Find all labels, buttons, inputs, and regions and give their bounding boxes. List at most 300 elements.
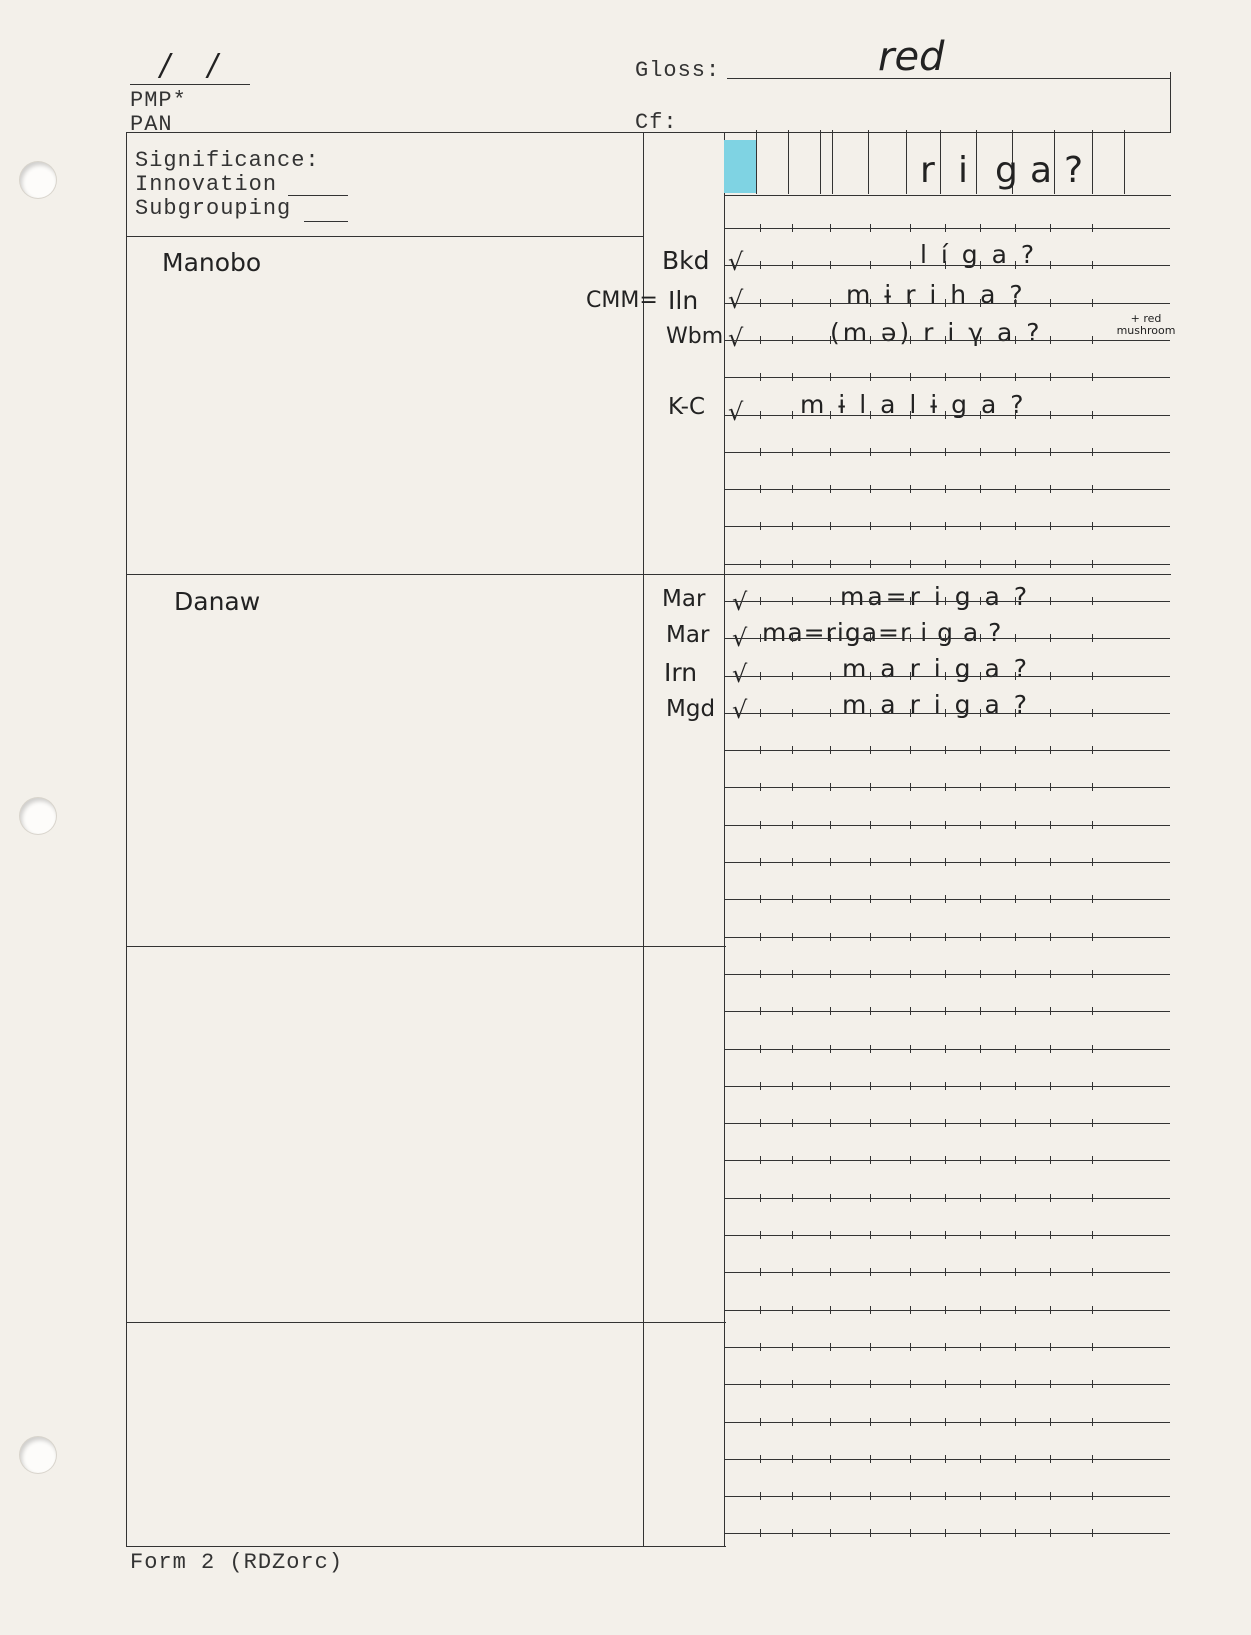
pmp-label: PMP* (130, 88, 187, 113)
ruled-tick (1092, 821, 1093, 829)
ruled-tick (1092, 1156, 1093, 1164)
ruled-tick (792, 1119, 793, 1127)
cognate-form: ma=riga=r i g a ? (762, 618, 1003, 647)
ruled-tick (1050, 1194, 1051, 1202)
ruled-tick (910, 746, 911, 754)
ruled-tick (910, 522, 911, 530)
ruled-line (724, 937, 1170, 938)
innovation-label: Innovation (135, 172, 278, 197)
form-label: Form 2 (RDZorc) (130, 1550, 344, 1575)
ruled-tick (1015, 485, 1016, 493)
ruled-tick (910, 261, 911, 269)
ruled-tick (1050, 411, 1051, 419)
ruled-tick (830, 634, 831, 642)
reconstruction-letter: a (1030, 150, 1053, 191)
ruled-tick (792, 560, 793, 568)
ruled-tick (910, 1007, 911, 1015)
ruled-tick (760, 1418, 761, 1426)
ruled-tick (760, 970, 761, 978)
binder-hole-bottom (20, 1437, 56, 1473)
binder-hole-top (20, 162, 56, 198)
lang-abbrev: Mar (662, 586, 706, 612)
ruled-tick (760, 485, 761, 493)
ruled-tick (830, 1045, 831, 1053)
ruled-tick (1015, 597, 1016, 605)
ruled-tick (945, 224, 946, 232)
ruled-tick (1092, 261, 1093, 269)
ruled-tick (1015, 634, 1016, 642)
ruled-tick (1050, 1268, 1051, 1276)
ruled-tick (910, 1268, 911, 1276)
cognate-form: m ɨ l a l ɨ g a ? (800, 390, 1027, 419)
ruled-tick (760, 1082, 761, 1090)
ruled-tick (1015, 299, 1016, 307)
ruled-tick (945, 1418, 946, 1426)
ruled-tick (760, 821, 761, 829)
ruled-tick (945, 709, 946, 717)
ruled-tick (792, 1418, 793, 1426)
ruled-tick (830, 1231, 831, 1239)
ruled-tick (910, 597, 911, 605)
ruled-tick (760, 1492, 761, 1500)
lang-abbrev: K-C (668, 394, 706, 420)
ruled-tick (945, 933, 946, 941)
ruled-tick (910, 1082, 911, 1090)
ruled-tick (945, 336, 946, 344)
ruled-tick (1092, 970, 1093, 978)
ruled-line (724, 787, 1170, 788)
ruled-tick (792, 597, 793, 605)
ruled-tick (910, 1418, 911, 1426)
ruled-tick (760, 895, 761, 903)
ruled-tick (1015, 1306, 1016, 1314)
ruled-tick (1092, 672, 1093, 680)
ruled-tick (870, 1455, 871, 1463)
ruled-tick (870, 522, 871, 530)
ruled-tick (980, 933, 981, 941)
ruled-tick (1050, 299, 1051, 307)
ruled-tick (760, 522, 761, 530)
ruled-tick (870, 709, 871, 717)
ruled-tick (760, 783, 761, 791)
ruled-tick (1092, 373, 1093, 381)
ruled-tick (830, 858, 831, 866)
ruled-tick (945, 970, 946, 978)
ruled-tick (870, 336, 871, 344)
ruled-tick (910, 485, 911, 493)
ruled-tick (760, 224, 761, 232)
ruled-tick (910, 1455, 911, 1463)
ruled-line (724, 1384, 1170, 1385)
ruled-tick (830, 485, 831, 493)
ruled-tick (1092, 485, 1093, 493)
reconstruction-letter: ? (1064, 150, 1084, 191)
ruled-tick (945, 1306, 946, 1314)
ruled-tick (980, 1418, 981, 1426)
accent-cell (724, 140, 756, 193)
ruled-tick (1015, 933, 1016, 941)
ruled-tick (870, 634, 871, 642)
ruled-tick (1050, 746, 1051, 754)
ruled-tick (980, 858, 981, 866)
ruled-tick (1015, 1231, 1016, 1239)
cmm-note: CMM= (586, 288, 658, 313)
lang-abbrev: Mar (666, 622, 710, 648)
ruled-tick (1015, 1455, 1016, 1463)
ruled-tick (1092, 634, 1093, 642)
cognate-form: ma=r i g a ? (840, 582, 1031, 611)
ruled-tick (1050, 261, 1051, 269)
ruled-tick (1050, 224, 1051, 232)
ruled-tick (910, 1529, 911, 1537)
ruled-tick (980, 1156, 981, 1164)
ruled-tick (910, 672, 911, 680)
ruled-tick (1092, 1119, 1093, 1127)
ruled-tick (980, 821, 981, 829)
ruled-tick (830, 560, 831, 568)
ruled-tick (945, 1156, 946, 1164)
ruled-tick (1092, 560, 1093, 568)
gloss-value: red (878, 34, 945, 80)
ruled-tick (1015, 1343, 1016, 1351)
ruled-tick (1015, 336, 1016, 344)
ruled-tick (1015, 522, 1016, 530)
ruled-tick (945, 858, 946, 866)
ruled-tick (1015, 1156, 1016, 1164)
ruled-tick (760, 1194, 761, 1202)
ruled-tick (1092, 895, 1093, 903)
ruled-tick (1015, 1045, 1016, 1053)
ruled-tick (760, 261, 761, 269)
ruled-tick (980, 336, 981, 344)
ruled-tick (945, 411, 946, 419)
cognate-form: m ɨ r i h a ? (846, 280, 1026, 309)
ruled-tick (830, 597, 831, 605)
ruled-tick (792, 1529, 793, 1537)
cell-divider (1092, 130, 1093, 194)
cognate-form: (m ə) r i γ a ? (830, 318, 1043, 347)
ruled-tick (980, 634, 981, 642)
ruled-line (724, 1459, 1170, 1460)
ruled-tick (792, 411, 793, 419)
ruled-tick (1015, 895, 1016, 903)
ruled-tick (830, 1156, 831, 1164)
ruled-tick (870, 970, 871, 978)
ruled-line (724, 974, 1170, 975)
reconstruction-letter: g (995, 150, 1018, 191)
ruled-tick (870, 1231, 871, 1239)
ruled-tick (1050, 448, 1051, 456)
ruled-tick (1092, 1418, 1093, 1426)
ruled-tick (760, 672, 761, 680)
ruled-tick (760, 411, 761, 419)
check-mark: √ (728, 286, 744, 314)
ruled-tick (830, 821, 831, 829)
ruled-tick (760, 1045, 761, 1053)
ruled-tick (870, 1007, 871, 1015)
ruled-tick (980, 373, 981, 381)
cognate-form: m a r i g a ? (842, 690, 1031, 719)
ruled-tick (910, 1306, 911, 1314)
check-mark: √ (732, 696, 748, 724)
ruled-line (724, 1310, 1170, 1311)
ruled-tick (980, 672, 981, 680)
ruled-tick (945, 522, 946, 530)
ruled-tick (945, 1492, 946, 1500)
ruled-line (724, 1347, 1170, 1348)
ruled-tick (1015, 1268, 1016, 1276)
frame-middle (643, 132, 644, 1547)
ruled-tick (980, 411, 981, 419)
ruled-tick (1092, 1231, 1093, 1239)
ruled-tick (1050, 783, 1051, 791)
ruled-tick (792, 783, 793, 791)
ruled-tick (830, 1268, 831, 1276)
ruled-tick (945, 895, 946, 903)
ruled-tick (830, 448, 831, 456)
ruled-tick (870, 1529, 871, 1537)
ruled-tick (910, 709, 911, 717)
ruled-tick (945, 1007, 946, 1015)
cognate-form: m a r i g a ? (842, 654, 1031, 683)
ruled-tick (1050, 1455, 1051, 1463)
ruled-line (724, 265, 1170, 266)
gloss-label: Gloss: (635, 58, 721, 83)
cell-divider (756, 130, 757, 194)
group-divider-3 (126, 1322, 726, 1323)
ruled-tick (910, 1119, 911, 1127)
ruled-tick (1092, 783, 1093, 791)
reconstruction-letter: r (920, 150, 935, 191)
ruled-tick (1050, 485, 1051, 493)
ruled-tick (792, 933, 793, 941)
ruled-tick (945, 672, 946, 680)
ruled-tick (760, 299, 761, 307)
ruled-tick (910, 821, 911, 829)
ruled-tick (910, 1231, 911, 1239)
ruled-tick (1050, 522, 1051, 530)
ruled-line (724, 676, 1170, 677)
ruled-tick (870, 895, 871, 903)
ruled-tick (1015, 821, 1016, 829)
ruled-line (724, 228, 1170, 229)
ruled-tick (830, 299, 831, 307)
ruled-line (724, 825, 1170, 826)
ruled-tick (870, 1306, 871, 1314)
cell-divider (1124, 130, 1125, 194)
ruled-tick (1092, 1492, 1093, 1500)
ruled-line (724, 489, 1170, 490)
ruled-tick (760, 448, 761, 456)
cell-divider (940, 130, 941, 194)
ruled-tick (980, 1119, 981, 1127)
ruled-line (724, 862, 1170, 863)
ruled-tick (945, 1231, 946, 1239)
ruled-tick (910, 299, 911, 307)
check-mark: √ (728, 324, 744, 352)
ruled-tick (945, 560, 946, 568)
ruled-tick (980, 1455, 981, 1463)
ruled-tick (760, 858, 761, 866)
ruled-tick (980, 1343, 981, 1351)
ruled-tick (870, 1156, 871, 1164)
ruled-tick (980, 299, 981, 307)
ruled-line (724, 1422, 1170, 1423)
date-underline (130, 84, 250, 85)
ruled-tick (792, 1194, 793, 1202)
ruled-tick (870, 411, 871, 419)
ruled-tick (980, 709, 981, 717)
ruled-tick (830, 1492, 831, 1500)
ruled-tick (1092, 448, 1093, 456)
ruled-tick (830, 1418, 831, 1426)
ruled-tick (1015, 672, 1016, 680)
ruled-tick (830, 1529, 831, 1537)
ruled-tick (830, 336, 831, 344)
ruled-tick (945, 448, 946, 456)
ruled-tick (1050, 1529, 1051, 1537)
ruled-tick (760, 1306, 761, 1314)
ruled-tick (870, 1045, 871, 1053)
ruled-tick (910, 895, 911, 903)
innovation-blank (288, 195, 348, 196)
cell-divider (788, 130, 789, 194)
ruled-line (724, 713, 1170, 714)
ruled-line (724, 526, 1170, 527)
ruled-tick (830, 933, 831, 941)
ruled-tick (760, 1343, 761, 1351)
ruled-tick (1050, 1418, 1051, 1426)
gloss-underline (727, 78, 1170, 79)
group-divider-2 (126, 946, 726, 947)
ruled-tick (910, 933, 911, 941)
ruled-tick (1092, 1007, 1093, 1015)
ruled-tick (760, 1529, 761, 1537)
ruled-tick (1050, 1492, 1051, 1500)
ruled-tick (830, 746, 831, 754)
ruled-tick (980, 1492, 981, 1500)
ruled-tick (945, 1082, 946, 1090)
ruled-tick (760, 1231, 761, 1239)
ruled-line (724, 1160, 1170, 1161)
ruled-tick (1050, 597, 1051, 605)
ruled-tick (760, 746, 761, 754)
pan-label: PAN (130, 112, 173, 137)
ruled-line (724, 601, 1170, 602)
ruled-tick (1015, 970, 1016, 978)
ruled-tick (945, 1455, 946, 1463)
ruled-tick (830, 783, 831, 791)
ruled-tick (1015, 224, 1016, 232)
ruled-tick (792, 1231, 793, 1239)
ruled-line (724, 377, 1170, 378)
ruled-line (724, 415, 1170, 416)
ruled-tick (792, 336, 793, 344)
ruled-tick (910, 783, 911, 791)
ruled-tick (870, 821, 871, 829)
ruled-tick (910, 411, 911, 419)
ruled-tick (980, 895, 981, 903)
ruled-tick (980, 1007, 981, 1015)
check-mark: √ (732, 588, 748, 616)
ruled-tick (1092, 1343, 1093, 1351)
ruled-tick (792, 299, 793, 307)
ruled-tick (830, 1306, 831, 1314)
cf-label: Cf: (635, 110, 678, 135)
ruled-tick (792, 970, 793, 978)
lang-abbrev: Irn (664, 658, 698, 687)
ruled-tick (1015, 448, 1016, 456)
ruled-tick (760, 1007, 761, 1015)
ruled-tick (1092, 709, 1093, 717)
ruled-tick (1015, 858, 1016, 866)
ruled-tick (1092, 933, 1093, 941)
ruled-tick (945, 373, 946, 381)
ruled-line (724, 750, 1170, 751)
ruled-tick (945, 1045, 946, 1053)
ruled-tick (792, 1007, 793, 1015)
ruled-tick (980, 1231, 981, 1239)
ruled-tick (980, 224, 981, 232)
ruled-tick (980, 448, 981, 456)
ruled-tick (910, 448, 911, 456)
ruled-tick (1050, 1380, 1051, 1388)
ruled-tick (910, 1156, 911, 1164)
ruled-tick (945, 597, 946, 605)
ruled-tick (910, 336, 911, 344)
ruled-tick (792, 1268, 793, 1276)
cognate-form: l í g a ? (920, 240, 1038, 269)
lang-abbrev: Mgd (666, 696, 716, 722)
lang-abbrev: Iln (668, 286, 699, 315)
ruled-tick (870, 933, 871, 941)
ruled-tick (910, 560, 911, 568)
cell-divider (820, 130, 821, 194)
ruled-tick (792, 261, 793, 269)
ruled-tick (792, 746, 793, 754)
ruled-tick (980, 783, 981, 791)
ruled-tick (1050, 1231, 1051, 1239)
ruled-tick (830, 895, 831, 903)
ruled-tick (980, 560, 981, 568)
ruled-tick (830, 1455, 831, 1463)
ruled-tick (870, 224, 871, 232)
ruled-tick (1050, 895, 1051, 903)
ruled-line (724, 1011, 1170, 1012)
ruled-tick (870, 1082, 871, 1090)
date-marks: / / (160, 48, 232, 83)
ruled-tick (980, 970, 981, 978)
ruled-tick (1050, 336, 1051, 344)
ruled-tick (792, 709, 793, 717)
ruled-tick (1015, 1194, 1016, 1202)
ruled-tick (1050, 1045, 1051, 1053)
ruled-tick (980, 485, 981, 493)
ruled-tick (760, 336, 761, 344)
frame-grid-left (724, 132, 725, 1547)
ruled-tick (792, 1455, 793, 1463)
ruled-tick (945, 485, 946, 493)
ruled-tick (1015, 1119, 1016, 1127)
ruled-tick (1092, 299, 1093, 307)
ruled-tick (760, 933, 761, 941)
ruled-tick (760, 634, 761, 642)
ruled-tick (1092, 1380, 1093, 1388)
ruled-tick (945, 783, 946, 791)
ruled-tick (1015, 261, 1016, 269)
frame-right-top (1170, 72, 1171, 132)
ruled-tick (830, 1380, 831, 1388)
